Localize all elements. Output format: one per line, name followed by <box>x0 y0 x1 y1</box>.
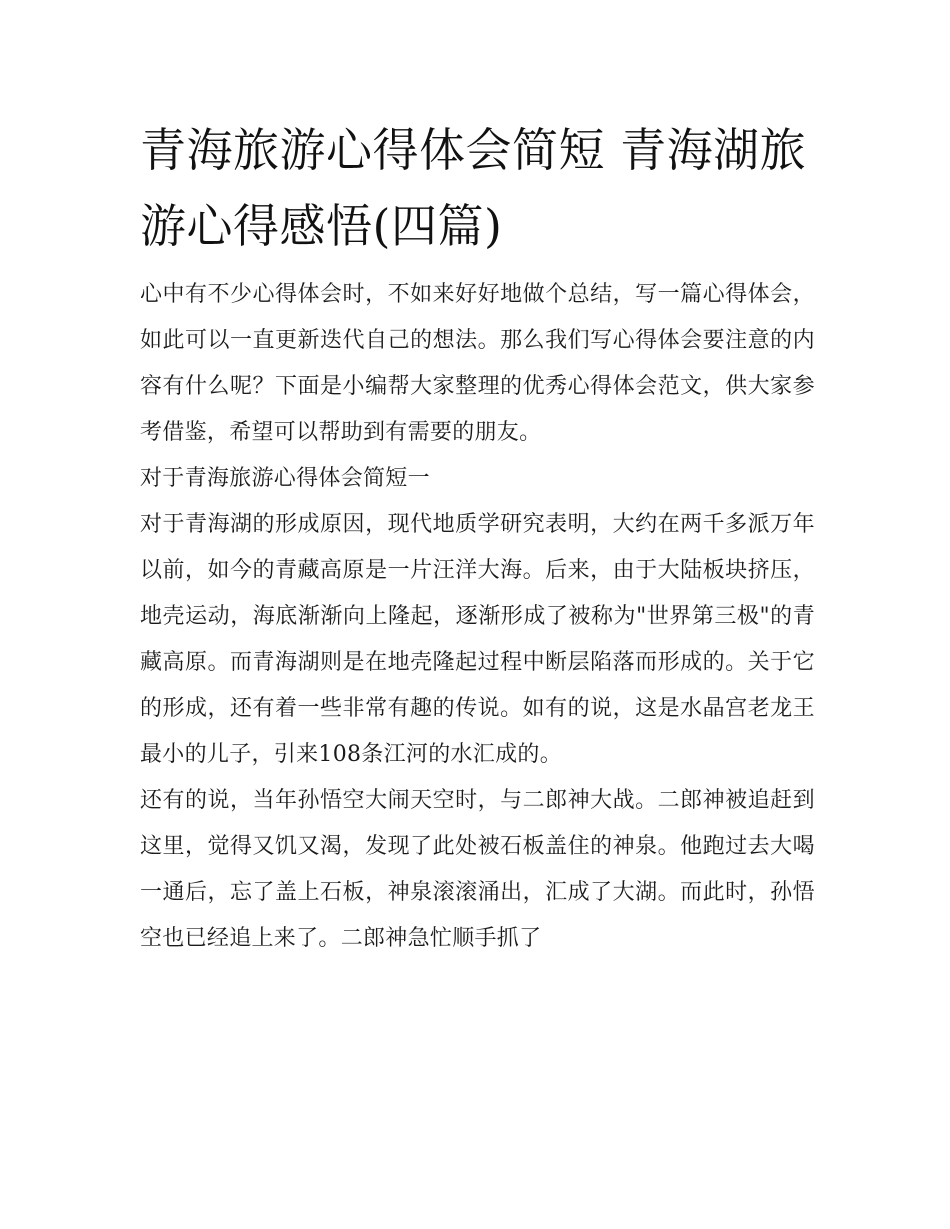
document-title: 青海旅游心得体会简短 青海湖旅游心得感悟(四篇) <box>140 123 807 253</box>
document-body <box>140 272 815 962</box>
body-paragraph-1: 对于青海湖的形成原因，现代地质学研究表明，大约在两千多派万年以前，如今的青藏高原是一片汪洋大海。后来，由于大陆板块挤压，地壳运动，海底渐渐向上隆起，逐渐形成了被称为"世界第三极"的青藏高原。而青海湖则是在地壳隆起过程中断层陷落而形成的。关于它的形成，还有着一些非常有趣的传说。如有的说，这是水晶宫老龙王最小的儿子，引来108条江河的水汇成的。 <box>140 512 815 767</box>
body-paragraph-2: 还有的说，当年孙悟空大闹天空时，与二郎神大战。二郎神被追赶到这里，觉得又饥又渴，发现了此处被石板盖住的神泉。他跑过去大喝一通后，忘了盖上石板，神泉滚滚涌出，汇成了大湖。而此时，孙悟空也已经追上来了。二郎神急忙顺手抓了 <box>140 788 815 951</box>
document-content <box>140 112 815 962</box>
intro-paragraph: 心中有不少心得体会时，不如来好好地做个总结，写一篇心得体会，如此可以一直更新迭代自己的想法。那么我们写心得体会要注意的内容有什么呢？下面是小编帮大家整理的优秀心得体会范文，供大家参考借鉴，希望可以帮助到有需要的朋友。 <box>140 282 815 445</box>
section-heading: 对于青海旅游心得体会简短一 <box>140 466 430 491</box>
